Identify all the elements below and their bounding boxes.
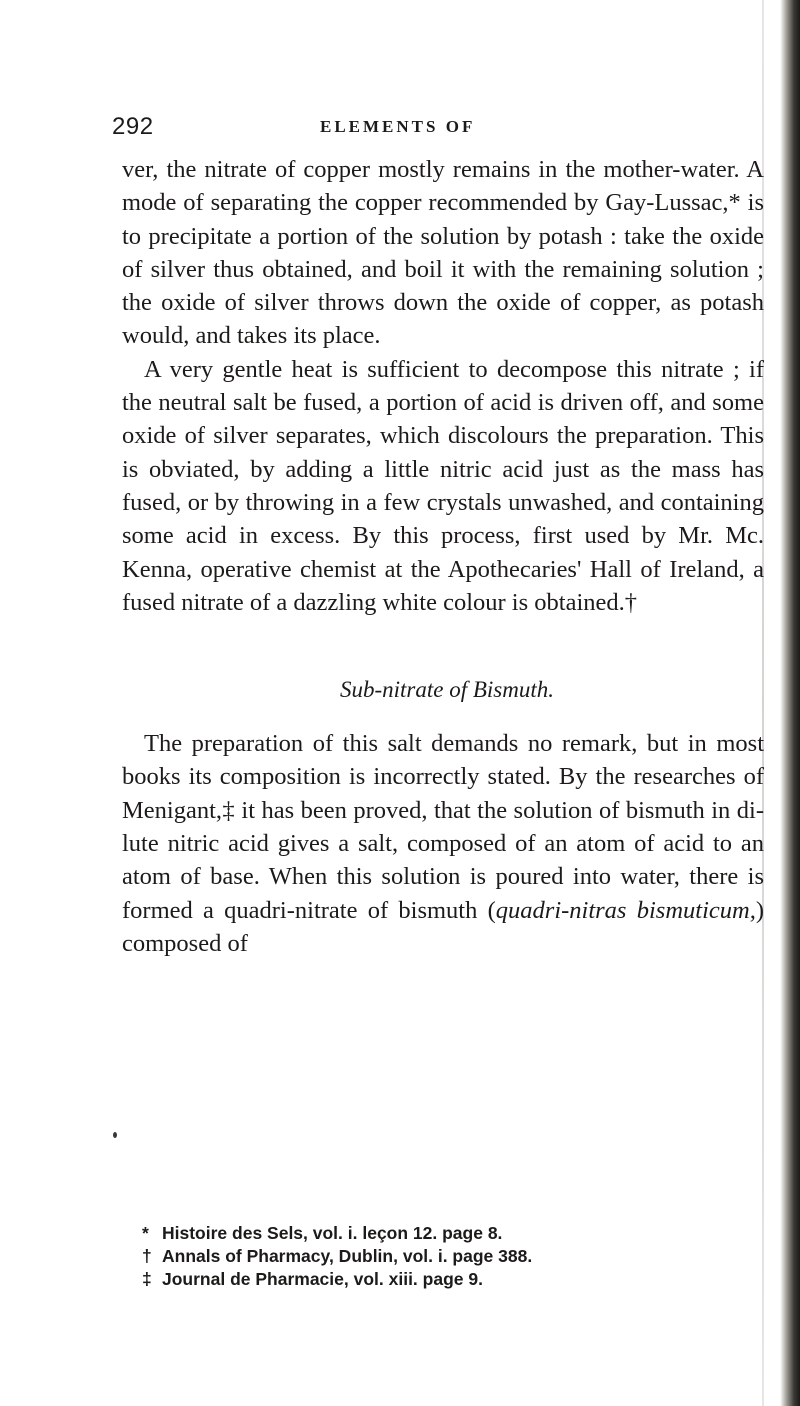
paragraph-3-end: ) composed of bbox=[122, 896, 764, 957]
paragraph-2: A very gentle heat is sufficient to decompose this nitrate ; if the neutral salt be fused, a portion of acid is driven off, and some oxide of silver separates, which discolours the preparation. This is obviated, by adding a little nitric acid just as the mass has fused, or by throwing in a few crystals unwashed, and containing some acid in excess. By this process, first used by Mr. Mc. Kenna, operative chemist at the Apothecaries' Hall of Ireland, a fused nitrate of a dazzling white colour is obtained.† bbox=[122, 355, 764, 616]
footnote-text: Histoire des Sels, vol. i. leçon 12. page 8. bbox=[162, 1223, 503, 1243]
footnote-mark: * bbox=[142, 1223, 149, 1243]
footnote-2 bbox=[142, 1245, 742, 1268]
footnote-3 bbox=[142, 1268, 742, 1291]
footnote-mark: † bbox=[142, 1246, 152, 1266]
footnote-text: Annals of Pharmacy, Dublin, vol. i. page 388. bbox=[162, 1246, 533, 1266]
latin-term: quadri-nitras bismuticum, bbox=[495, 896, 756, 924]
paragraph-1: ver, the nitrate of copper mostly remains in the mother-water. A mode of separating the copper recommended by Gay-Lussac,* is to precipitate a portion of the solution by potash : take the oxide of silver thus obtained, and boil it with the remaining solution ; the oxide of silver throws down the oxide of copper, as potash would, and takes its place. bbox=[122, 156, 764, 350]
footnotes bbox=[142, 1222, 742, 1291]
footnote-1 bbox=[142, 1222, 742, 1245]
page-header bbox=[112, 113, 772, 143]
footnote-mark: ‡ bbox=[142, 1269, 152, 1289]
main-text bbox=[122, 153, 764, 960]
section-heading: Sub-nitrate of Bismuth. bbox=[339, 677, 555, 703]
page-number: 292 bbox=[112, 113, 154, 140]
ink-speck bbox=[113, 1132, 117, 1138]
paragraph-3-text: The preparation of this salt demands no remark, but in most books its composition is incorrectly stated. By the researches of Menigant,‡ it has been proved, that the solution of bismuth in dilute nitric acid gives a salt, composed of an atom of acid to an atom of base. When this solution is poured into water, there is formed a quadri-nitrate of bismuth ( bbox=[122, 730, 764, 924]
running-head: ELEMENTS OF bbox=[320, 117, 476, 136]
paragraph-3 bbox=[122, 727, 764, 960]
book-spine-shadow bbox=[780, 0, 800, 1406]
footnote-text: Journal de Pharmacie, vol. xiii. page 9. bbox=[162, 1269, 483, 1289]
